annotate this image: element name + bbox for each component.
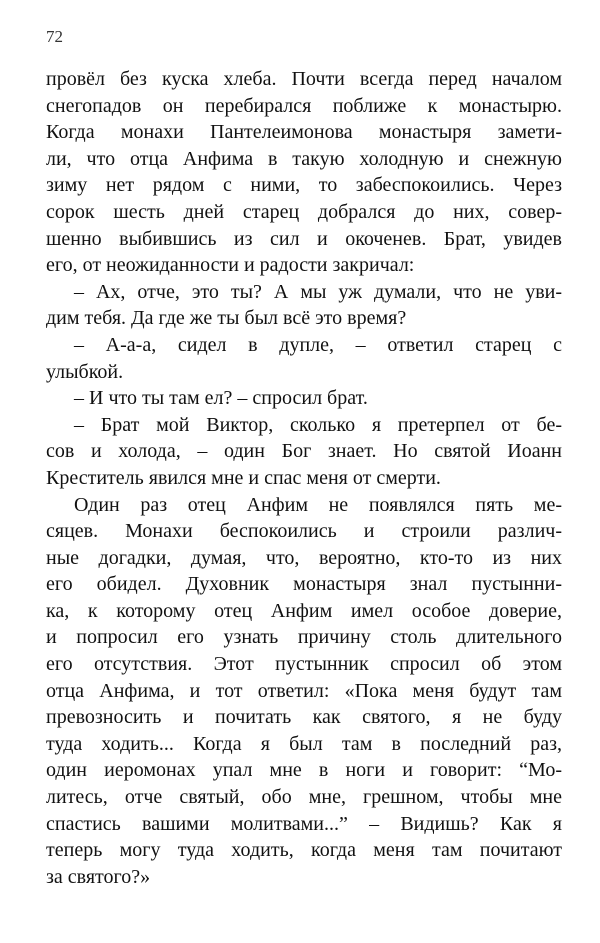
text-line: провёл без куска хлеба. Почти всегда перед началом (46, 68, 562, 90)
text-line: ли, что отца Анфима в такую холодную и снежную (46, 147, 562, 170)
text-line: превозносить и почитать как святого, я не буду (46, 706, 562, 729)
text-line: Креститель явился мне и спас меня от смерти. (46, 466, 441, 489)
text-line: сорок шесть дней старец добрался до них, совер- (46, 200, 562, 223)
text-line: его обидел. Духовник монастыря знал пустынни- (46, 573, 562, 596)
text-line: Когда монахи Пантелеимонова монастыря замети- (46, 121, 562, 144)
dialogue-line: – А-а-а, сидел в дупле, – ответил старец с (74, 333, 562, 356)
text-line: улыбкой. (46, 360, 124, 383)
page-number: 72 (46, 27, 63, 46)
paragraph-start-line: Один раз отец Анфим не появлялся пять ме- (74, 493, 562, 516)
text-line: туда ходить... Когда я был там в последний раз, (46, 732, 562, 755)
text-line: сяцев. Монахи беспокоились и строили различ- (46, 520, 562, 543)
text-line: литесь, отче святый, обо мне, грешном, чтобы мне (46, 786, 562, 809)
text-line: за святого?» (46, 865, 151, 888)
text-line: зиму нет рядом с ними, то забеспокоились. Через (46, 174, 562, 197)
text-line: ка, к которому отец Анфим имел особое доверие, (46, 599, 562, 622)
text-line: его отсутствия. Этот пустынник спросил об этом (46, 653, 562, 676)
text-line: ные догадки, думая, что, вероятно, кто-то из них (46, 546, 562, 569)
body-text (46, 66, 562, 890)
text-line: сов и холода, – один Бог знает. Но святой Иоанн (46, 440, 562, 463)
dialogue-line: – Брат мой Виктор, сколько я претерпел от бе- (74, 413, 562, 436)
text-line: снегопадов он перебирался поближе к монастырю. (46, 94, 562, 117)
text-line: дим тебя. Да где же ты был всё это время? (46, 307, 407, 330)
dialogue-line: – Ах, отче, это ты? А мы уж думали, что не уви- (74, 280, 562, 303)
text-line: один иеромонах упал мне в ноги и говорит: “Мо- (46, 759, 562, 782)
text-line: спастись вашими молитвами...” – Видишь? Как я (46, 812, 562, 835)
text-line: отца Анфима, и тот ответил: «Пока меня будут там (46, 679, 562, 702)
text-line: теперь могу туда ходить, когда меня там почитают (46, 839, 562, 862)
text-line: его, от неожиданности и радости закричал: (46, 254, 415, 277)
text-line: и попросил его узнать причину столь длительного (46, 626, 562, 649)
dialogue-line: – И что ты там ел? – спросил брат. (74, 387, 368, 410)
text-line: шенно выбившись из сил и окоченев. Брат, увидев (46, 227, 562, 250)
